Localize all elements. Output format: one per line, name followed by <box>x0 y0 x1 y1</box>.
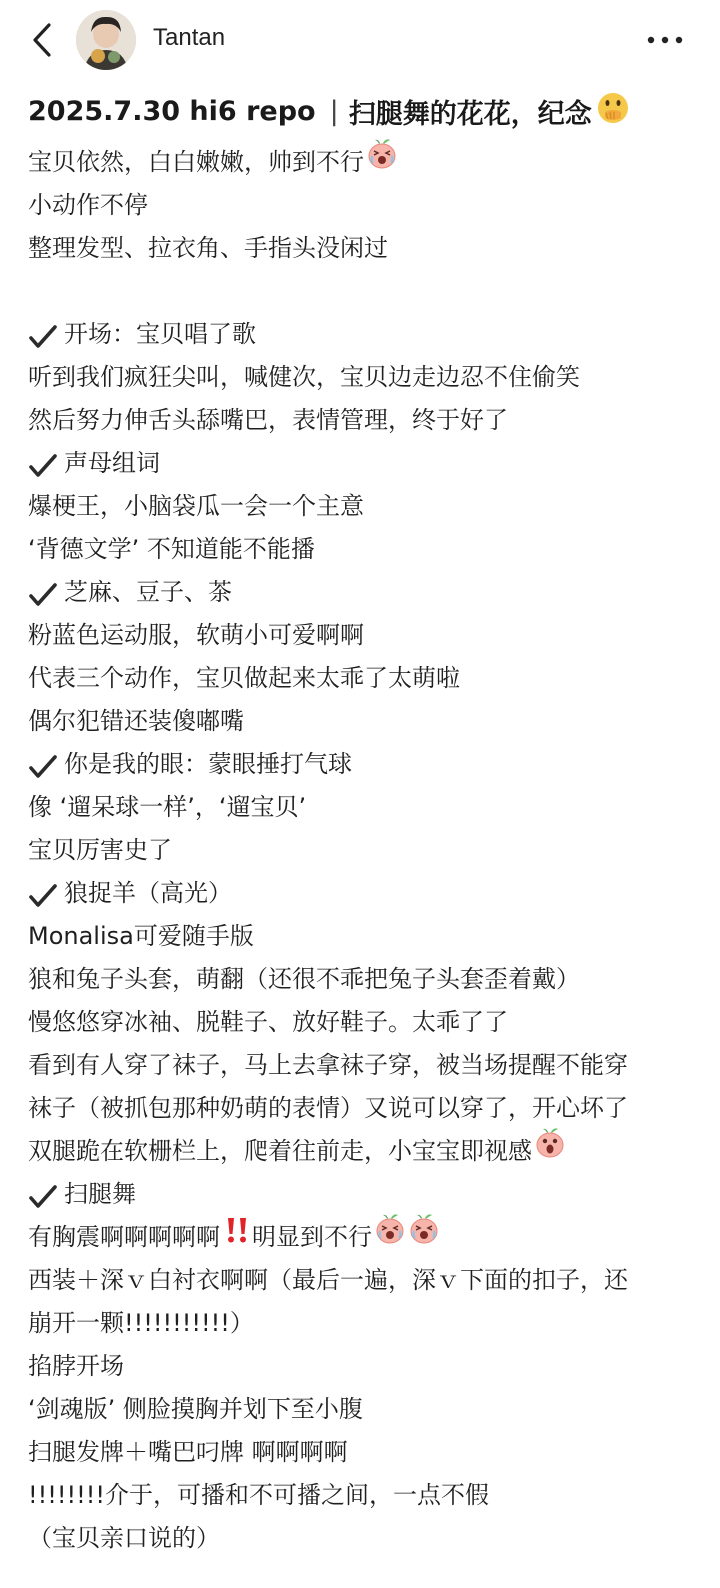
post-line <box>28 1474 708 1517</box>
post-body <box>28 141 708 1560</box>
post-line-text: 芝麻、豆子、茶 <box>64 578 232 606</box>
post-line-text: （宝贝亲口说的） <box>28 1524 220 1552</box>
top-bar <box>0 0 720 84</box>
post-line <box>28 1130 708 1173</box>
post-line-text: 扫腿舞 <box>64 1180 136 1208</box>
post-line-text: 粉蓝色运动服，软萌小可爱啊啊 <box>28 621 364 649</box>
post-line-text: 狼捉羊（高光） <box>64 879 232 907</box>
peach-cry-emoji <box>408 1213 440 1259</box>
post-line <box>28 528 708 571</box>
post-line <box>28 184 708 227</box>
post-line-text: 扫腿发牌＋嘴巴叼牌 啊啊啊啊 <box>28 1438 348 1466</box>
post-title-main: 2025.7.30 hi6 repo <box>28 95 316 127</box>
post-line <box>28 1388 708 1431</box>
post-title-sub: 扫腿舞的花花，纪念 <box>348 98 592 130</box>
check-mark-icon <box>28 880 58 904</box>
check-mark-icon <box>28 321 58 345</box>
post-line <box>28 1431 708 1474</box>
post-line-text: 宝贝依然，白白嫩嫩，帅到不行 <box>28 148 364 176</box>
post-line-text: 看到有人穿了袜子，马上去拿袜子穿，被当场提醒不能穿 <box>28 1051 628 1079</box>
post-line-text: 然后努力伸舌头舔嘴巴，表情管理，终于好了 <box>28 406 508 434</box>
section-heading <box>28 442 708 485</box>
chevron-left-icon <box>31 22 53 58</box>
post-line-text: ‘剑魂版’ 侧脸摸胸并划下至小腹 <box>28 1395 363 1423</box>
post-line-text: 掐脖开场 <box>28 1352 124 1380</box>
peach-cry-emoji <box>374 1213 406 1259</box>
post-line <box>28 1345 708 1388</box>
post-line-text: 偶尔犯错还装傻嘟嘴 <box>28 707 244 735</box>
section-heading <box>28 571 708 614</box>
post-line-text: 慢悠悠穿冰袖、脱鞋子、放好鞋子。太乖了了 <box>28 1008 508 1036</box>
post-line-text: 狼和兔子头套，萌翻（还很不乖把兔子头套歪着戴） <box>28 965 580 993</box>
post-line-text: !!!!!!!!介于，可播和不可播之间，一点不假 <box>28 1481 489 1509</box>
post-line-text: 你是我的眼：蒙眼捶打气球 <box>64 750 352 778</box>
post-line <box>28 1216 708 1259</box>
check-mark-icon <box>28 751 58 775</box>
more-dots-icon <box>646 35 684 45</box>
post-line-text: 声母组词 <box>64 449 160 477</box>
peach-shock-emoji <box>534 1127 566 1173</box>
post-line <box>28 356 708 399</box>
post-line <box>28 786 708 829</box>
post-line-text: 代表三个动作，宝贝做起来太乖了太萌啦 <box>28 664 460 692</box>
post-line <box>28 227 708 270</box>
post-line-text: 开场：宝贝唱了歌 <box>64 320 256 348</box>
post-line <box>28 829 708 872</box>
post-line <box>28 399 708 442</box>
post-line-text: 有胸震啊啊啊啊啊 <box>28 1223 220 1251</box>
post-line-text: 听到我们疯狂尖叫，喊健次，宝贝边走边忍不住偷笑 <box>28 363 580 391</box>
avatar-image <box>76 10 136 70</box>
post-line <box>28 1001 708 1044</box>
section-heading <box>28 872 708 915</box>
post-line-text: 像 ‘遛呆球一样’，‘遛宝贝’ <box>28 793 307 821</box>
post-line <box>28 915 708 958</box>
post-line <box>28 1517 708 1560</box>
post-line <box>28 485 708 528</box>
peach-cry-emoji <box>366 138 398 184</box>
more-button[interactable] <box>640 20 690 60</box>
post-line-text: 宝贝厉害史了 <box>28 836 172 864</box>
post-line <box>28 614 708 657</box>
face-hand-over-mouth-emoji <box>596 91 630 132</box>
username[interactable]: Tantan <box>153 24 226 51</box>
post-line <box>28 270 708 313</box>
post-line <box>28 958 708 1001</box>
post-line-text: Monalisa可爱随手版 <box>28 922 254 950</box>
check-mark-icon <box>28 1181 58 1205</box>
check-mark-icon <box>28 450 58 474</box>
post-line-text: 西装＋深ｖ白衬衣啊啊（最后一遍，深ｖ下面的扣子，还 <box>28 1266 628 1294</box>
avatar[interactable] <box>76 10 136 70</box>
post-line-text: 崩开一颗!!!!!!!!!!!） <box>28 1309 254 1337</box>
check-mark-icon <box>28 579 58 603</box>
post-line <box>28 1259 708 1302</box>
post-line-text: 整理发型、拉衣角、手指头没闲过 <box>28 234 388 262</box>
section-heading <box>28 743 708 786</box>
post-title-separator: | <box>329 95 339 127</box>
post-line <box>28 657 708 700</box>
post-line-text: 小动作不停 <box>28 191 148 219</box>
post-line <box>28 700 708 743</box>
post-line-text: 袜子（被抓包那种奶萌的表情）又说可以穿了，开心坏了 <box>28 1094 628 1122</box>
post-line-text: 双腿跪在软栅栏上，爬着往前走，小宝宝即视感 <box>28 1137 532 1165</box>
post-line-text-after: 明显到不行 <box>252 1223 372 1251</box>
double-exclamation-icon <box>222 1215 252 1258</box>
post-line-text: ‘背德文学’ 不知道能不能播 <box>28 535 315 563</box>
section-heading <box>28 313 708 356</box>
post-line <box>28 141 708 184</box>
post-line <box>28 1087 708 1130</box>
post-title <box>28 88 708 134</box>
post-line <box>28 1044 708 1087</box>
back-button[interactable] <box>22 20 62 60</box>
post-line <box>28 1302 708 1345</box>
section-heading <box>28 1173 708 1216</box>
post-line-text: 爆梗王，小脑袋瓜一会一个主意 <box>28 492 364 520</box>
